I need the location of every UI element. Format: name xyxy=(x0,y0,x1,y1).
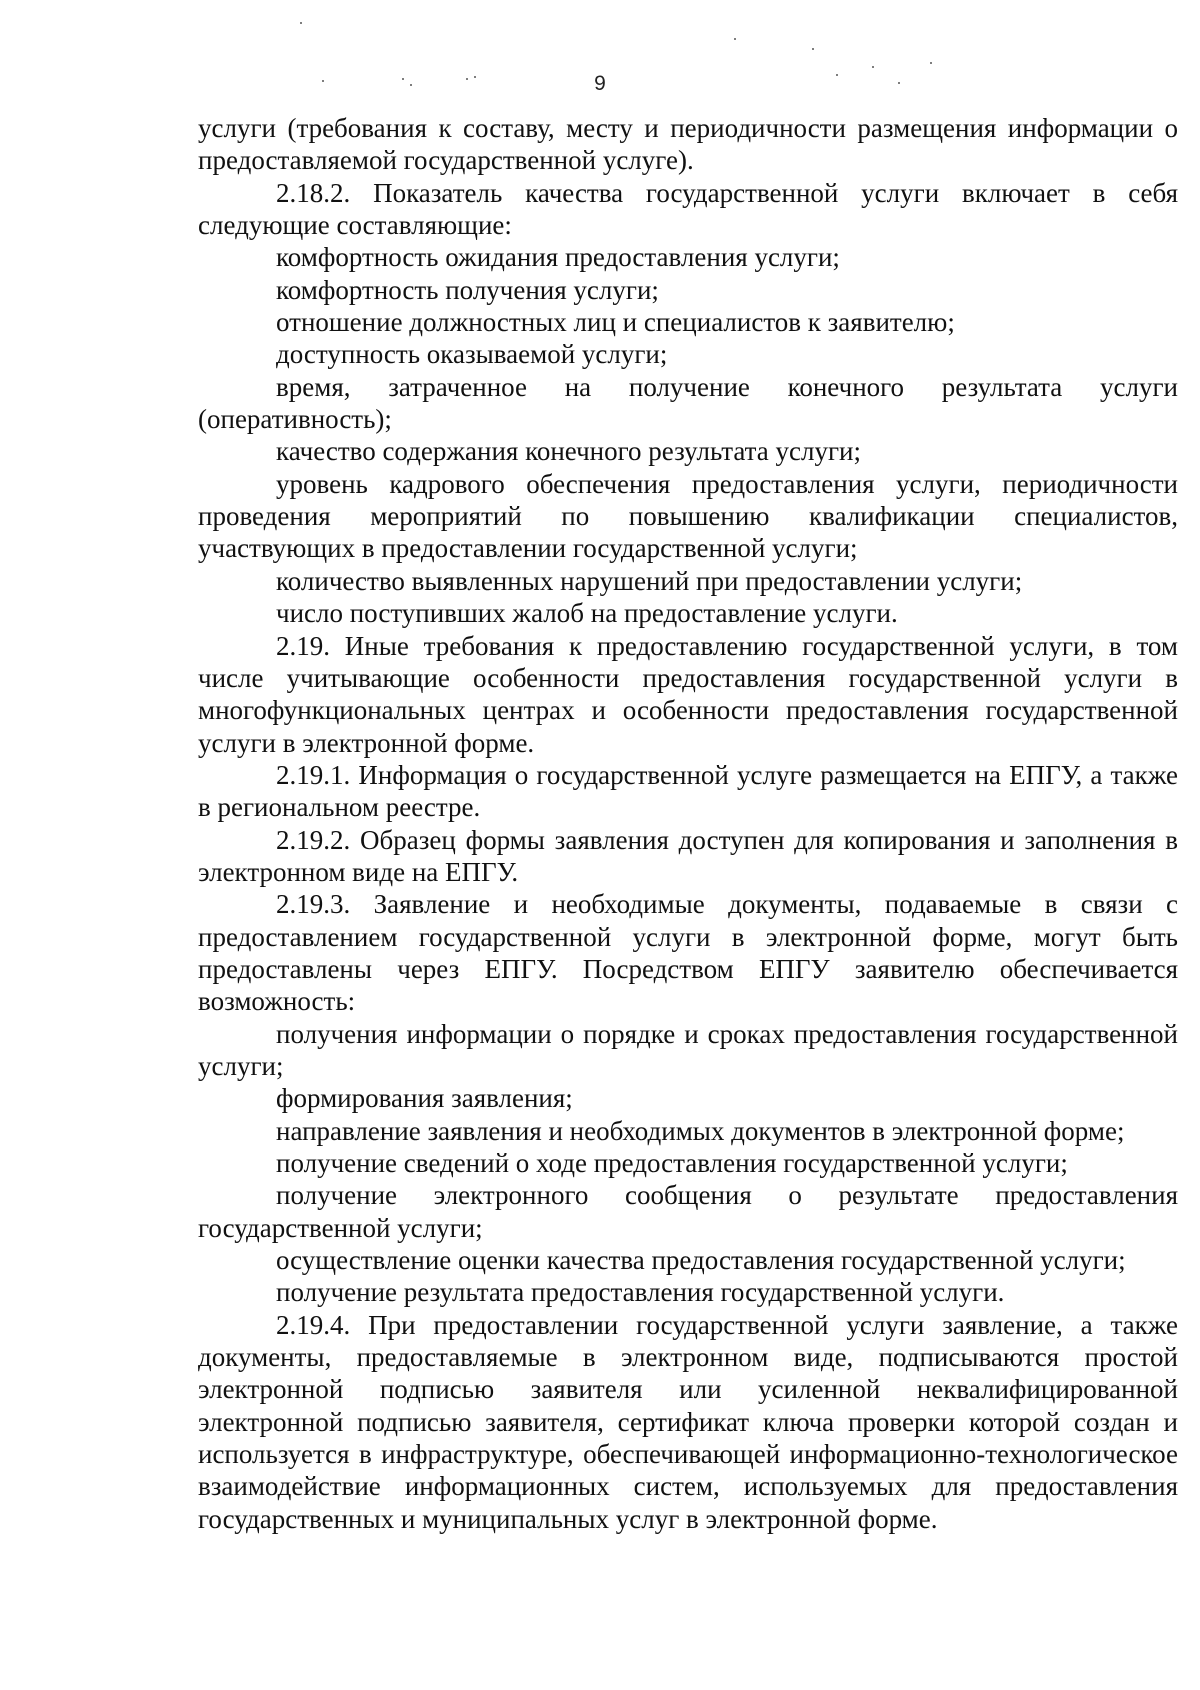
list-item: получение результата предоставления государственной услуги. xyxy=(276,1277,1005,1308)
list-item: формирования заявления; xyxy=(276,1083,573,1114)
paragraph-2-19-3: 2.19.3. Заявление и необходимые документы, подаваемые в связи с предоставлением государственной услуги в электронной форме, могут быть предоставлены через ЕПГУ. Посредством ЕПГУ заявителю обеспечивается возможность: xyxy=(198,889,1178,1017)
list-item: время, затраченное на получение конечного результата услуги (оперативность); xyxy=(198,371,1178,435)
paragraph-2-18-2: 2.18.2. Показатель качества государственной услуги включает в себя следующие составляющие: xyxy=(198,177,1178,241)
document-body xyxy=(198,112,1178,1535)
list-item: получение сведений о ходе предоставления государственной услуги; xyxy=(276,1148,1068,1178)
list-item: направление заявления и необходимых документов в электронной форме; xyxy=(276,1115,1125,1146)
list-item: комфортность ожидания предоставления услуги; xyxy=(276,242,840,273)
list-item: количество выявленных нарушений при предоставлении услуги; xyxy=(276,565,1023,596)
list-item: комфортность получения услуги; xyxy=(276,274,659,305)
paragraph-2-19-4: 2.19.4. При предоставлении государственной услуги заявление, а также документы, предоставляемые в электронном виде, подписываются простой электронной подписью заявителя или усиленной неквалифицированной электронной подписью заявителя, сертификат ключа проверки которой создан и используется в инфраструктуре, обеспечивающей информационно-технологическое взаимодействие информационных систем, используемых для предоставления государственных и муниципальных услуг в электронной форме. xyxy=(198,1309,1178,1534)
scan-speck xyxy=(930,62,932,64)
scan-speck xyxy=(812,48,814,50)
paragraph-2-19-2: 2.19.2. Образец формы заявления доступен для копирования и заполнения в электронном виде на ЕПГУ. xyxy=(198,824,1178,887)
paragraph-continuation: услуги (требования к составу, месту и периодичности размещения информации о предоставляемой государственной услуге). xyxy=(198,113,1178,176)
list-item: отношение должностных лиц и специалистов к заявителю; xyxy=(276,307,955,338)
scan-speck xyxy=(872,66,874,68)
list-item: число поступивших жалоб на предоставление услуги. xyxy=(276,598,898,629)
scan-speck xyxy=(734,38,736,40)
list-item: осуществление оценки качества предоставления государственной услуги; xyxy=(276,1245,1126,1276)
list-item: уровень кадрового обеспечения предоставления услуги, периодичности проведения мероприятий по повышению квалификации специалистов, участвующих в предоставлении государственной услуги; xyxy=(198,468,1178,564)
list-item: получение электронного сообщения о результате предоставления государственной услуги; xyxy=(198,1180,1178,1243)
paragraph-2-19: 2.19. Иные требования к предоставлению государственной услуги, в том числе учитывающие особенности предоставления государственной услуги в многофункциональных центрах и особенности предоставления государственной услуги в электронной форме. xyxy=(198,630,1178,758)
list-item: получения информации о порядке и сроках предоставления государственной услуги; xyxy=(198,1018,1178,1081)
page-number: 9 xyxy=(594,72,606,95)
scan-speck xyxy=(300,22,302,24)
list-item: доступность оказываемой услуги; xyxy=(276,339,668,370)
paragraph-2-19-1: 2.19.1. Информация о государственной услуге размещается на ЕПГУ, а также в региональном реестре. xyxy=(198,759,1178,823)
list-item: качество содержания конечного результата услуги; xyxy=(276,436,862,467)
